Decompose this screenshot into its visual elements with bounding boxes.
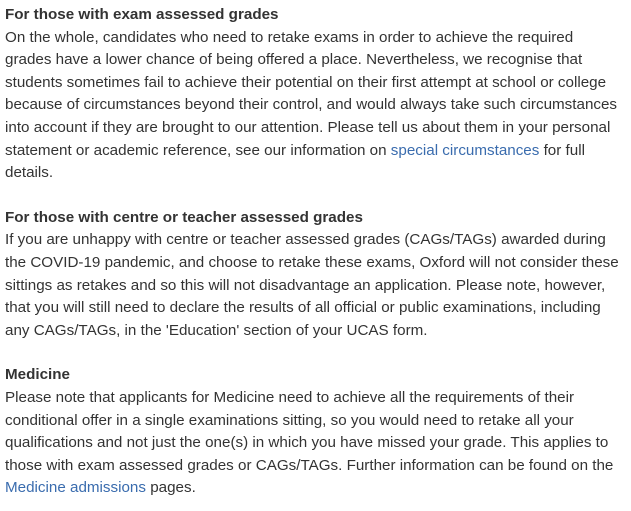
section-medicine <box>5 364 622 500</box>
body-text: pages. <box>145 479 196 497</box>
body-text: for full details. <box>5 141 585 182</box>
body-text: On the whole, candidates who need to retake exams in order to achieve the required grades have a lower chance of being offered a place. Nevertheless, we recognise that students sometimes fail to achieve their potential on their first attempt at school or college because of circumstances beyond their control, and would always take such circumstances into account if they are brought to our attention. Please tell us about them in your personal statement or academic reference, see our information on <box>5 28 618 159</box>
section-body <box>5 27 622 185</box>
section-exam-assessed-grades <box>5 4 622 185</box>
section-heading: For those with exam assessed grades <box>5 6 279 23</box>
section-heading: Medicine <box>5 366 70 384</box>
section-heading: For those with centre or teacher assessed grades <box>5 208 363 226</box>
medicine-admissions-link[interactable]: Medicine admissions <box>5 479 146 497</box>
body-text: Please note that applicants for Medicine need to achieve all the requirements of their conditional offer in a single examinations sitting, so you would need to retake all your qualifications and not just the one(s) in which you have missed your grade. This applies to those with exam assessed grades or CAGs/TAGs. Further information can be found on the <box>5 388 614 474</box>
section-body: If you are unhappy with centre or teacher assessed grades (CAGs/TAGs) awarded during the COVID-19 pandemic, and choose to retake these exams, Oxford will not consider these sittings as retakes and so this will not disadvantage an application. Please note, however, that you will still need to declare the results of all official or public examinations, including any CAGs/TAGs, in the 'Education' section of your UCAS form. <box>5 231 619 339</box>
section-centre-teacher-assessed-grades <box>5 207 622 343</box>
section-body <box>5 387 622 500</box>
special-circumstances-link[interactable]: special circumstances <box>390 141 540 159</box>
